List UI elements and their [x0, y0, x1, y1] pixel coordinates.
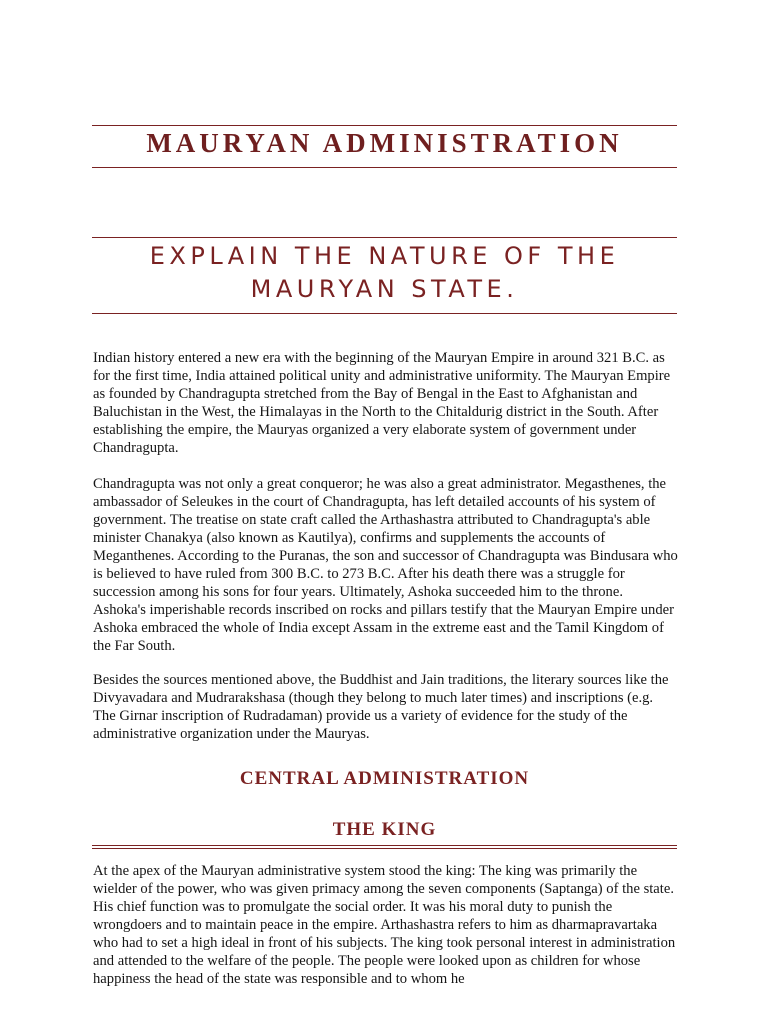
- heading-double-rule: [92, 845, 677, 849]
- subtitle-bottom-rule: [92, 313, 677, 314]
- title-top-rule: [92, 125, 677, 126]
- paragraph-intro: Indian history entered a new era with the beginning of the Mauryan Empire in around 321 B.C. as for the first time, India attained political unity and administrative uniformity. The Mauryan Empire as founded by Chandragupta stretched from the Bay of Bengal in the East to Afghanistan and Baluchistan in the West, the Himalayas in the North to the Chitaldurig district in the South. After establishing the empire, the Mauryas organized a very elaborate system of government under Chandragupta.: [93, 350, 671, 456]
- subtitle-top-rule: [92, 237, 677, 238]
- document-title: MAURYAN ADMINISTRATION: [146, 128, 623, 158]
- paragraph-sources: Besides the sources mentioned above, the Buddhist and Jain traditions, the literary sources like the Divyavadara and Mudrarakshasa (though they belong to much later times) and inscriptions (e.g. The Girnar inscription of Rudradaman) provide us a variety of evidence for the study of the administrative organization under the Mauryas.: [93, 672, 669, 742]
- section-heading-central-administration: CENTRAL ADMINISTRATION: [239, 768, 530, 789]
- title-bottom-rule: [92, 167, 677, 168]
- subsection-heading-the-king: THE KING: [332, 819, 437, 840]
- paragraph-chandragupta: Chandragupta was not only a great conqueror; he was also a great administrator. Megasthenes, the ambassador of Seleukes in the court of Chandragupta, has left detailed accounts of his system of government. The treatise on state craft called the Arthashastra attributed to Chandragupta's able minister Chanakya (also known as Kautilya), confirms and supplements the accounts of Meganthenes. According to the Puranas, the son and successor of Chandragupta was Bindusara who is believed to have ruled from 300 B.C. to 273 B.C. After his death there was a struggle for succession among his sons for four years. Ultimately, Ashoka succeeded him to the throne. Ashoka's imperishable records inscribed on rocks and pillars testify that the Mauryan Empire under Ashoka embraced the whole of India except Assam in the extreme east and the Tamil Kingdom of the Far South.: [93, 476, 678, 654]
- subtitle-line-2: MAURYAN STATE.: [250, 275, 519, 303]
- paragraph-king: At the apex of the Mauryan administrative system stood the king: The king was primarily the wielder of the power, who was given primacy among the seven components (Saptanga) of the state. His chief function was to promulgate the social order. It was his moral duty to punish the wrongdoers and to maintain peace in the empire. Arthashastra refers to him as dharmapravartaka who had to set a high ideal in front of his subjects. The king took personal interest in administration and attended to the welfare of the people. The people were looked upon as children for whose happiness the head of the state was responsible and to whom he: [93, 863, 676, 987]
- subtitle-line-1: EXPLAIN THE NATURE OF THE: [149, 242, 620, 270]
